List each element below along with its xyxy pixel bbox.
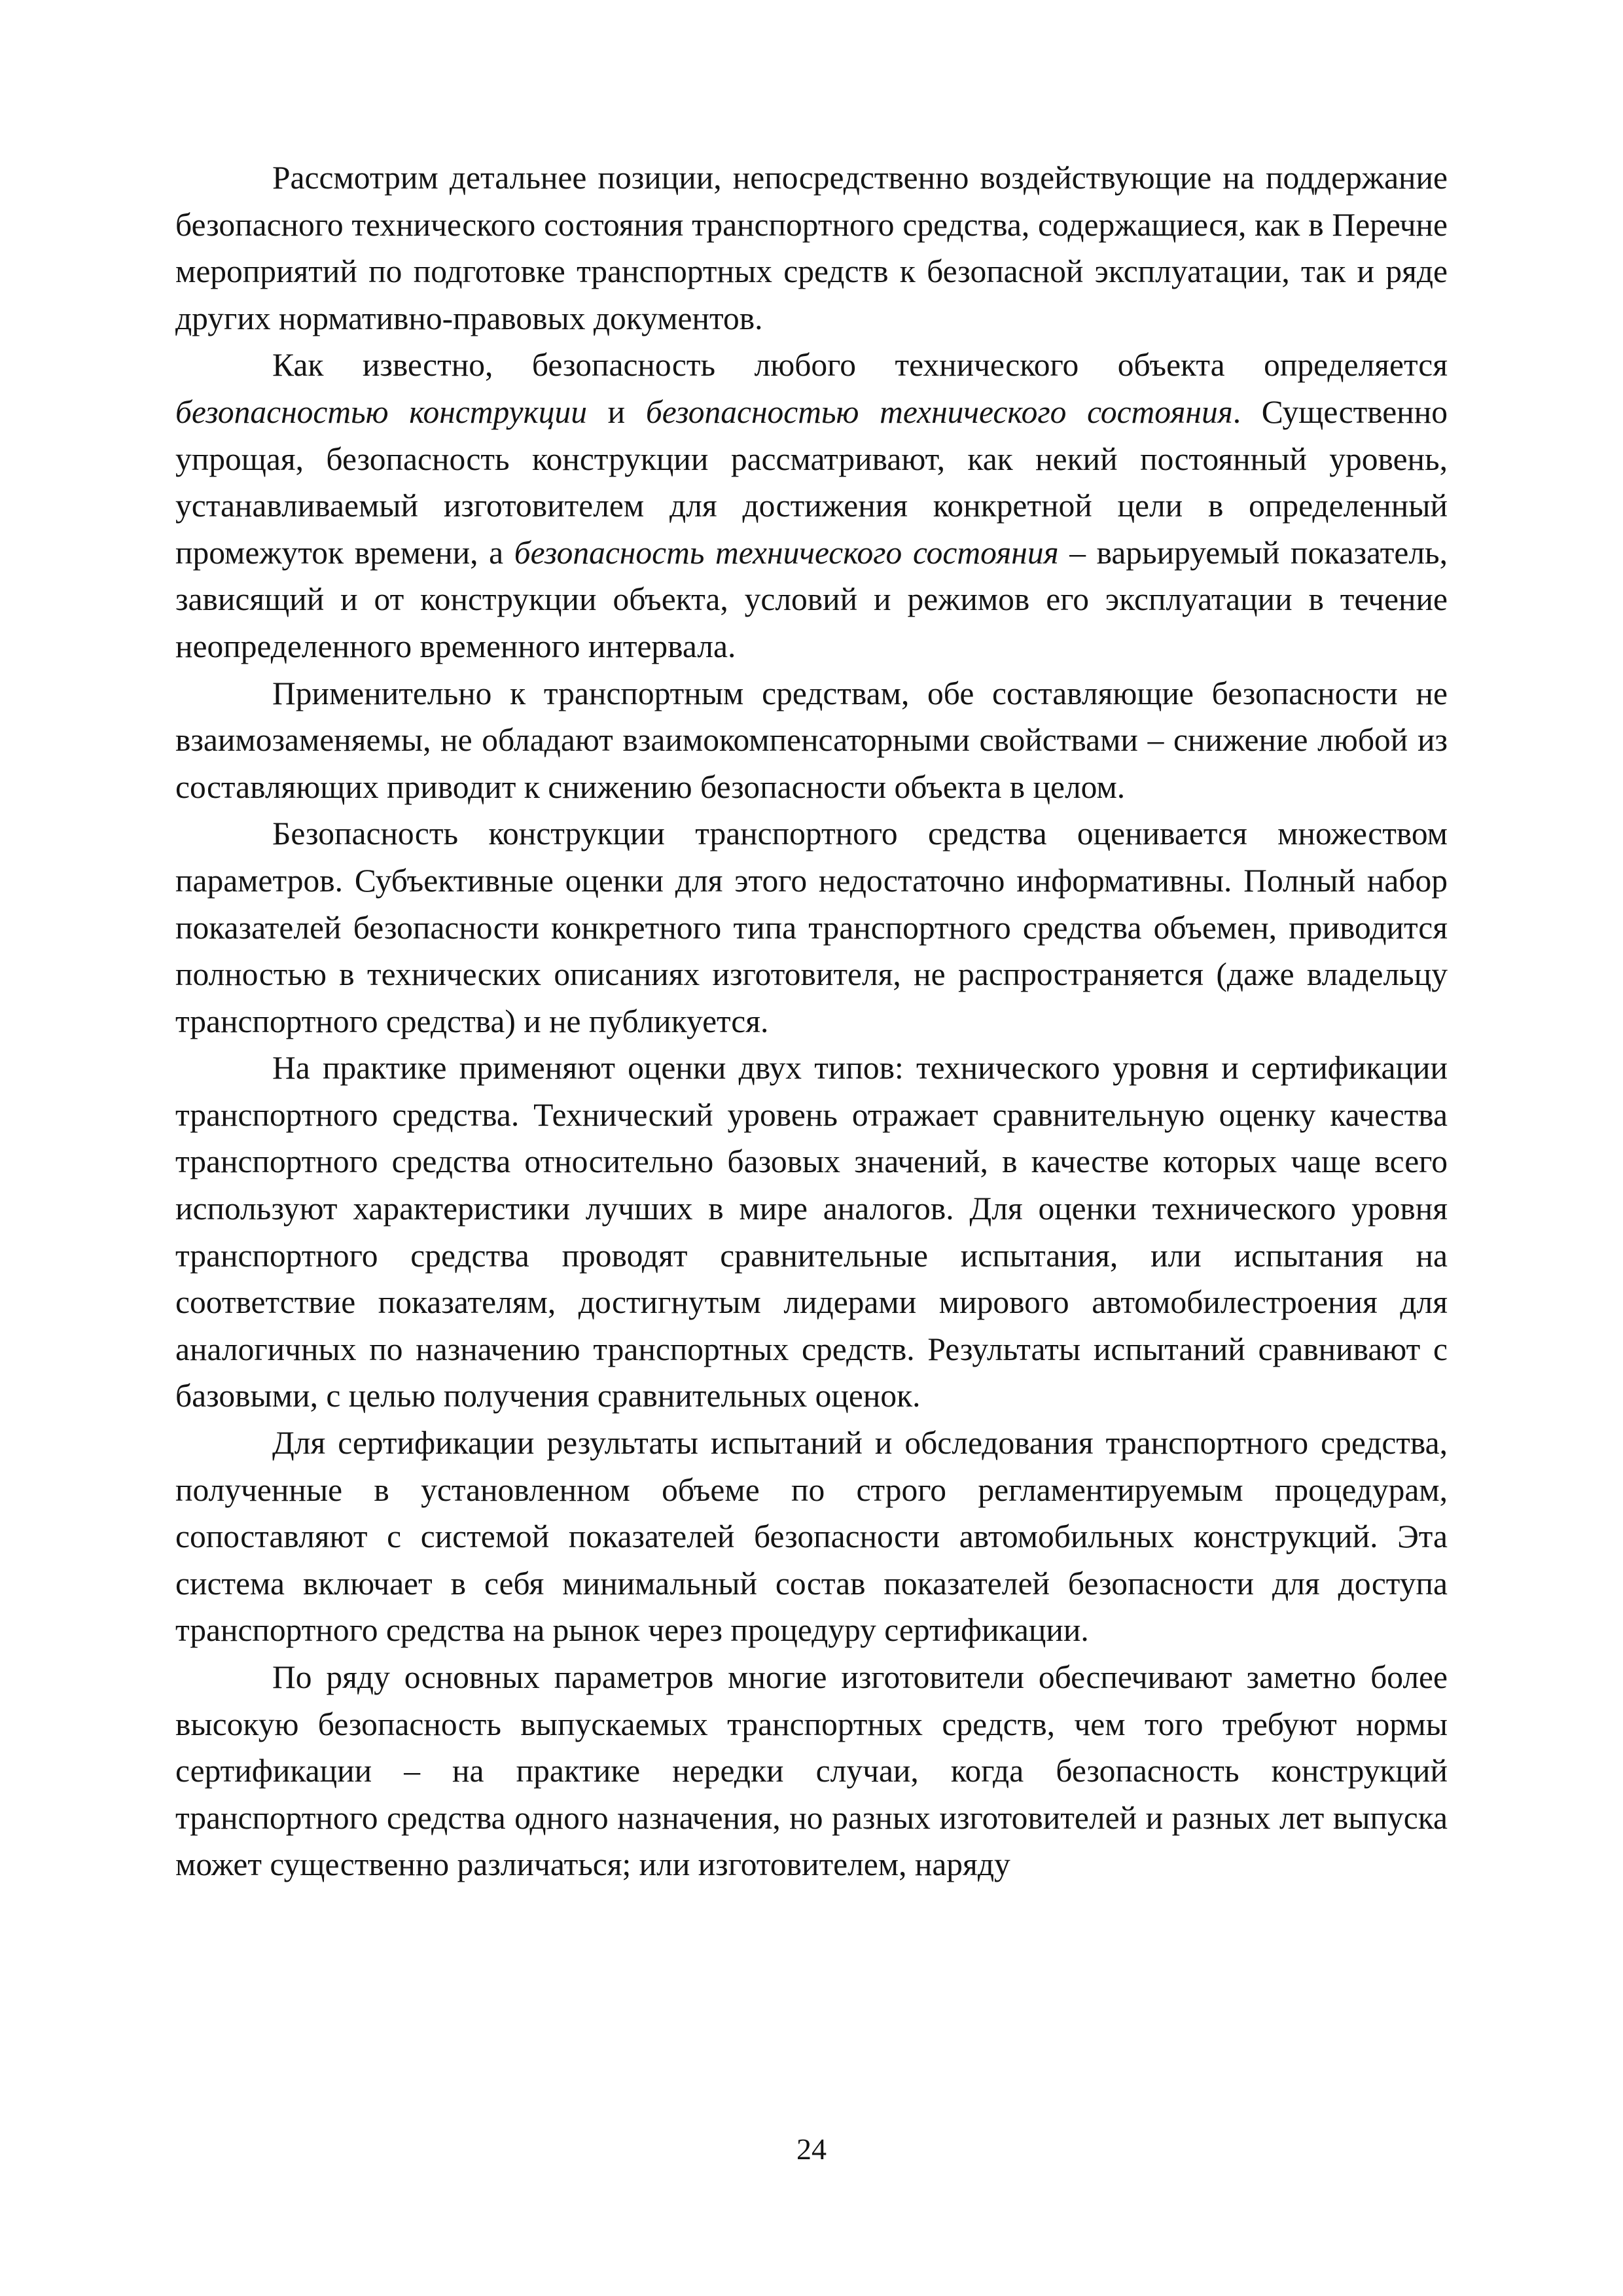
paragraph-2-ending: – варьируемый показатель, зависящий и от конструкции объекта, условий и режимов его эксплуатации в течение неопределенного временного интервала. bbox=[175, 534, 1448, 664]
paragraph-1 bbox=[175, 154, 1448, 342]
paragraph-2-continuation: . Существенно упрощая, безопасность конструкции рассматривают, как некий постоянный уровень, устанавливаемый изготовителем для достижения конкретной цели в определенный промежуток времени, а bbox=[175, 393, 1448, 571]
paragraph-2 bbox=[175, 342, 1448, 670]
paragraph-7-text: По ряду основных параметров многие изготовители обеспечивают заметно более высокую безопасность выпускаемых транспортных средств, чем того требуют нормы сертификации – на практике нередки случаи, когда безопасность конструкций транспортного средства одного назначения, но разных изготовителей и разных лет выпуска может существенно различаться; или изготовителем, наряду bbox=[175, 1659, 1448, 1883]
paragraph-1-text: Рассмотрим детальнее позиции, непосредственно воздействующие на поддержание безопасного технического состояния транспортного средства, содержащиеся, как в Перечне мероприятий по подготовке транспортных средств к безопасной эксплуатации, так и ряде других нормативно-правовых документов. bbox=[175, 160, 1448, 336]
italic-term-technical-condition-safety: безопасностью технического состояния bbox=[645, 393, 1233, 430]
page-number: 24 bbox=[796, 2132, 827, 2166]
paragraph-7 bbox=[175, 1654, 1448, 1888]
paragraph-5-text: На практике применяют оценки двух типов: технического уровня и сертификации транспортного средства. Технический уровень отражает сравнительную оценку качества транспортного средства относительно базовых значений, в качестве которых чаще всего используют характеристики лучших в мире аналогов. Для оценки технического уровня транспортного средства проводят сравнительные испытания, или испытания на соответствие показателям, достигнутым лидерами мирового автомобилестроения для аналогичных по назначению транспортных средств. Результаты испытаний сравнивают с базовыми, с целью получения сравнительных оценок. bbox=[175, 1050, 1448, 1414]
paragraph-4-text: Безопасность конструкции транспортного средства оценивается множеством параметров. Субъективные оценки для этого недостаточно информативны. Полный набор показателей безопасности конкретного типа транспортного средства объемен, приводится полностью в технических описаниях изготовителя, не распространяется (даже владельцу транспортного средства) и не публикуется. bbox=[175, 816, 1448, 1039]
italic-term-technical-condition-safety-2: безопасность технического состояния bbox=[514, 534, 1059, 571]
paragraph-2-conjunction: и bbox=[587, 393, 646, 430]
paragraph-6 bbox=[175, 1420, 1448, 1654]
paragraph-5 bbox=[175, 1045, 1448, 1420]
document-page bbox=[175, 154, 1448, 1888]
paragraph-3 bbox=[175, 670, 1448, 811]
paragraph-3-text: Применительно к транспортным средствам, обе составляющие безопасности не взаимозаменяемы, не обладают взаимокомпенсаторными свойствами – снижение любой из составляющих приводит к снижению безопасности объекта в целом. bbox=[175, 675, 1448, 805]
italic-term-construction-safety: безопасностью конструкции bbox=[175, 393, 587, 430]
paragraph-4 bbox=[175, 810, 1448, 1045]
paragraph-2-text: Как известно, безопасность любого технического объекта определяется bbox=[272, 347, 1448, 384]
paragraph-6-text: Для сертификации результаты испытаний и обследования транспортного средства, полученные в установленном объеме по строго регламентируемым процедурам, сопоставляют с системой показателей безопасности автомобильных конструкций. Эта система включает в себя минимальный состав показателей безопасности для доступа транспортного средства на рынок через процедуру сертификации. bbox=[175, 1425, 1448, 1649]
